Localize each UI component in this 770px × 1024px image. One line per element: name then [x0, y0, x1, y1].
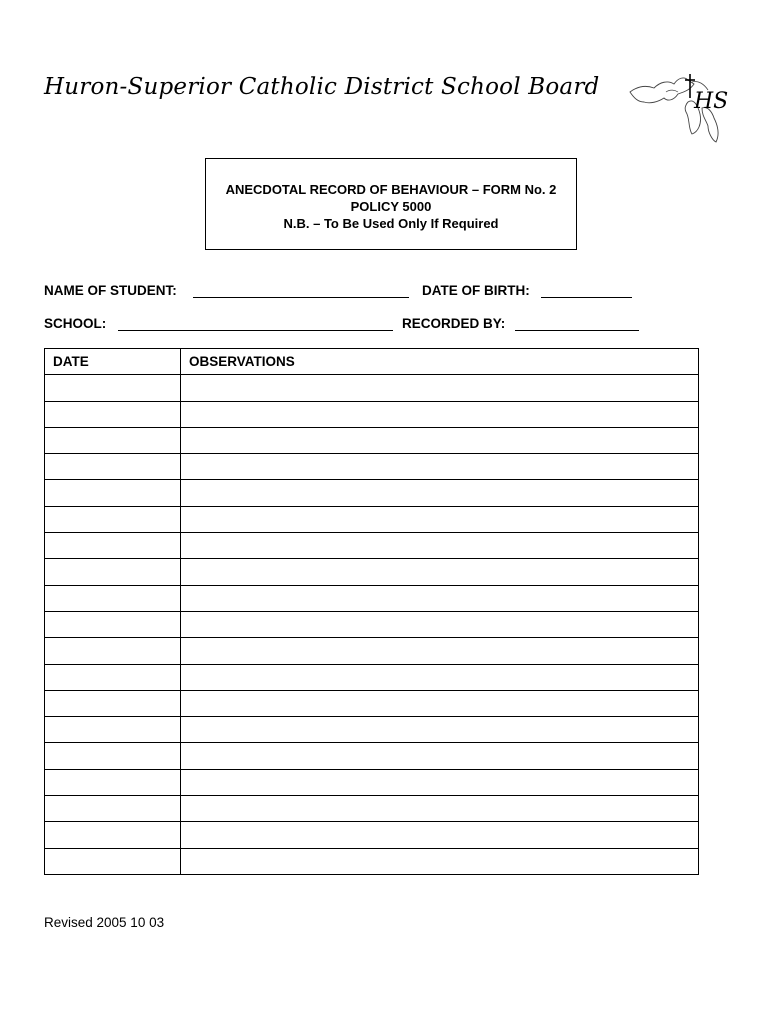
date-cell[interactable] — [45, 401, 181, 427]
date-cell[interactable] — [45, 638, 181, 664]
date-of-birth-label: DATE OF BIRTH: — [422, 283, 530, 298]
table-row — [45, 822, 699, 848]
date-cell[interactable] — [45, 480, 181, 506]
date-cell[interactable] — [45, 427, 181, 453]
observation-cell[interactable] — [181, 533, 699, 559]
usage-note: N.B. – To Be Used Only If Required — [283, 216, 499, 231]
observations-table-body — [45, 375, 699, 875]
table-row — [45, 427, 699, 453]
table-row — [45, 533, 699, 559]
revision-date: Revised 2005 10 03 — [44, 915, 165, 930]
table-row — [45, 717, 699, 743]
table-row — [45, 401, 699, 427]
form-title: ANECDOTAL RECORD OF BEHAVIOUR – FORM No. 2 — [225, 182, 557, 197]
table-row — [45, 796, 699, 822]
school-field[interactable] — [118, 330, 393, 331]
date-cell[interactable] — [45, 796, 181, 822]
student-name-label: NAME OF STUDENT: — [44, 283, 177, 298]
observation-cell[interactable] — [181, 375, 699, 401]
observation-cell[interactable] — [181, 585, 699, 611]
observations-column-header: OBSERVATIONS — [181, 349, 699, 375]
date-cell[interactable] — [45, 533, 181, 559]
form-title-box — [205, 158, 577, 250]
observation-cell[interactable] — [181, 664, 699, 690]
table-row — [45, 454, 699, 480]
date-cell[interactable] — [45, 848, 181, 874]
observation-cell[interactable] — [181, 480, 699, 506]
date-of-birth-field[interactable] — [541, 297, 632, 298]
school-board-name: Huron-Superior Catholic District School Board — [44, 74, 600, 100]
observation-cell[interactable] — [181, 717, 699, 743]
observation-cell[interactable] — [181, 796, 699, 822]
table-row — [45, 743, 699, 769]
svg-text:HS: HS — [694, 89, 728, 114]
table-row — [45, 664, 699, 690]
date-cell[interactable] — [45, 454, 181, 480]
table-row — [45, 559, 699, 585]
observation-cell[interactable] — [181, 454, 699, 480]
observation-cell[interactable] — [181, 401, 699, 427]
date-cell[interactable] — [45, 717, 181, 743]
table-row — [45, 375, 699, 401]
table-row — [45, 690, 699, 716]
date-cell[interactable] — [45, 559, 181, 585]
table-row — [45, 480, 699, 506]
observation-cell[interactable] — [181, 690, 699, 716]
date-cell[interactable] — [45, 585, 181, 611]
observation-cell[interactable] — [181, 506, 699, 532]
table-header-row — [45, 349, 699, 375]
table-row — [45, 585, 699, 611]
observation-cell[interactable] — [181, 559, 699, 585]
date-cell[interactable] — [45, 822, 181, 848]
recorded-by-field[interactable] — [515, 330, 639, 331]
date-cell[interactable] — [45, 690, 181, 716]
recorded-by-label: RECORDED BY: — [402, 316, 506, 331]
policy-number: POLICY 5000 — [350, 199, 432, 214]
date-column-header: DATE — [45, 349, 181, 375]
student-name-field[interactable] — [193, 297, 409, 298]
observations-table — [44, 348, 699, 875]
observation-cell[interactable] — [181, 743, 699, 769]
lakes-map-cross-logo-icon — [628, 72, 728, 146]
observation-cell[interactable] — [181, 769, 699, 795]
observation-cell[interactable] — [181, 611, 699, 637]
observation-cell[interactable] — [181, 822, 699, 848]
date-cell[interactable] — [45, 506, 181, 532]
observation-cell[interactable] — [181, 427, 699, 453]
table-row — [45, 611, 699, 637]
date-cell[interactable] — [45, 664, 181, 690]
date-cell[interactable] — [45, 743, 181, 769]
table-row — [45, 848, 699, 874]
date-cell[interactable] — [45, 611, 181, 637]
observation-cell[interactable] — [181, 848, 699, 874]
table-row — [45, 506, 699, 532]
observation-cell[interactable] — [181, 638, 699, 664]
table-row — [45, 638, 699, 664]
date-cell[interactable] — [45, 375, 181, 401]
school-label: SCHOOL: — [44, 316, 107, 331]
table-row — [45, 769, 699, 795]
date-cell[interactable] — [45, 769, 181, 795]
